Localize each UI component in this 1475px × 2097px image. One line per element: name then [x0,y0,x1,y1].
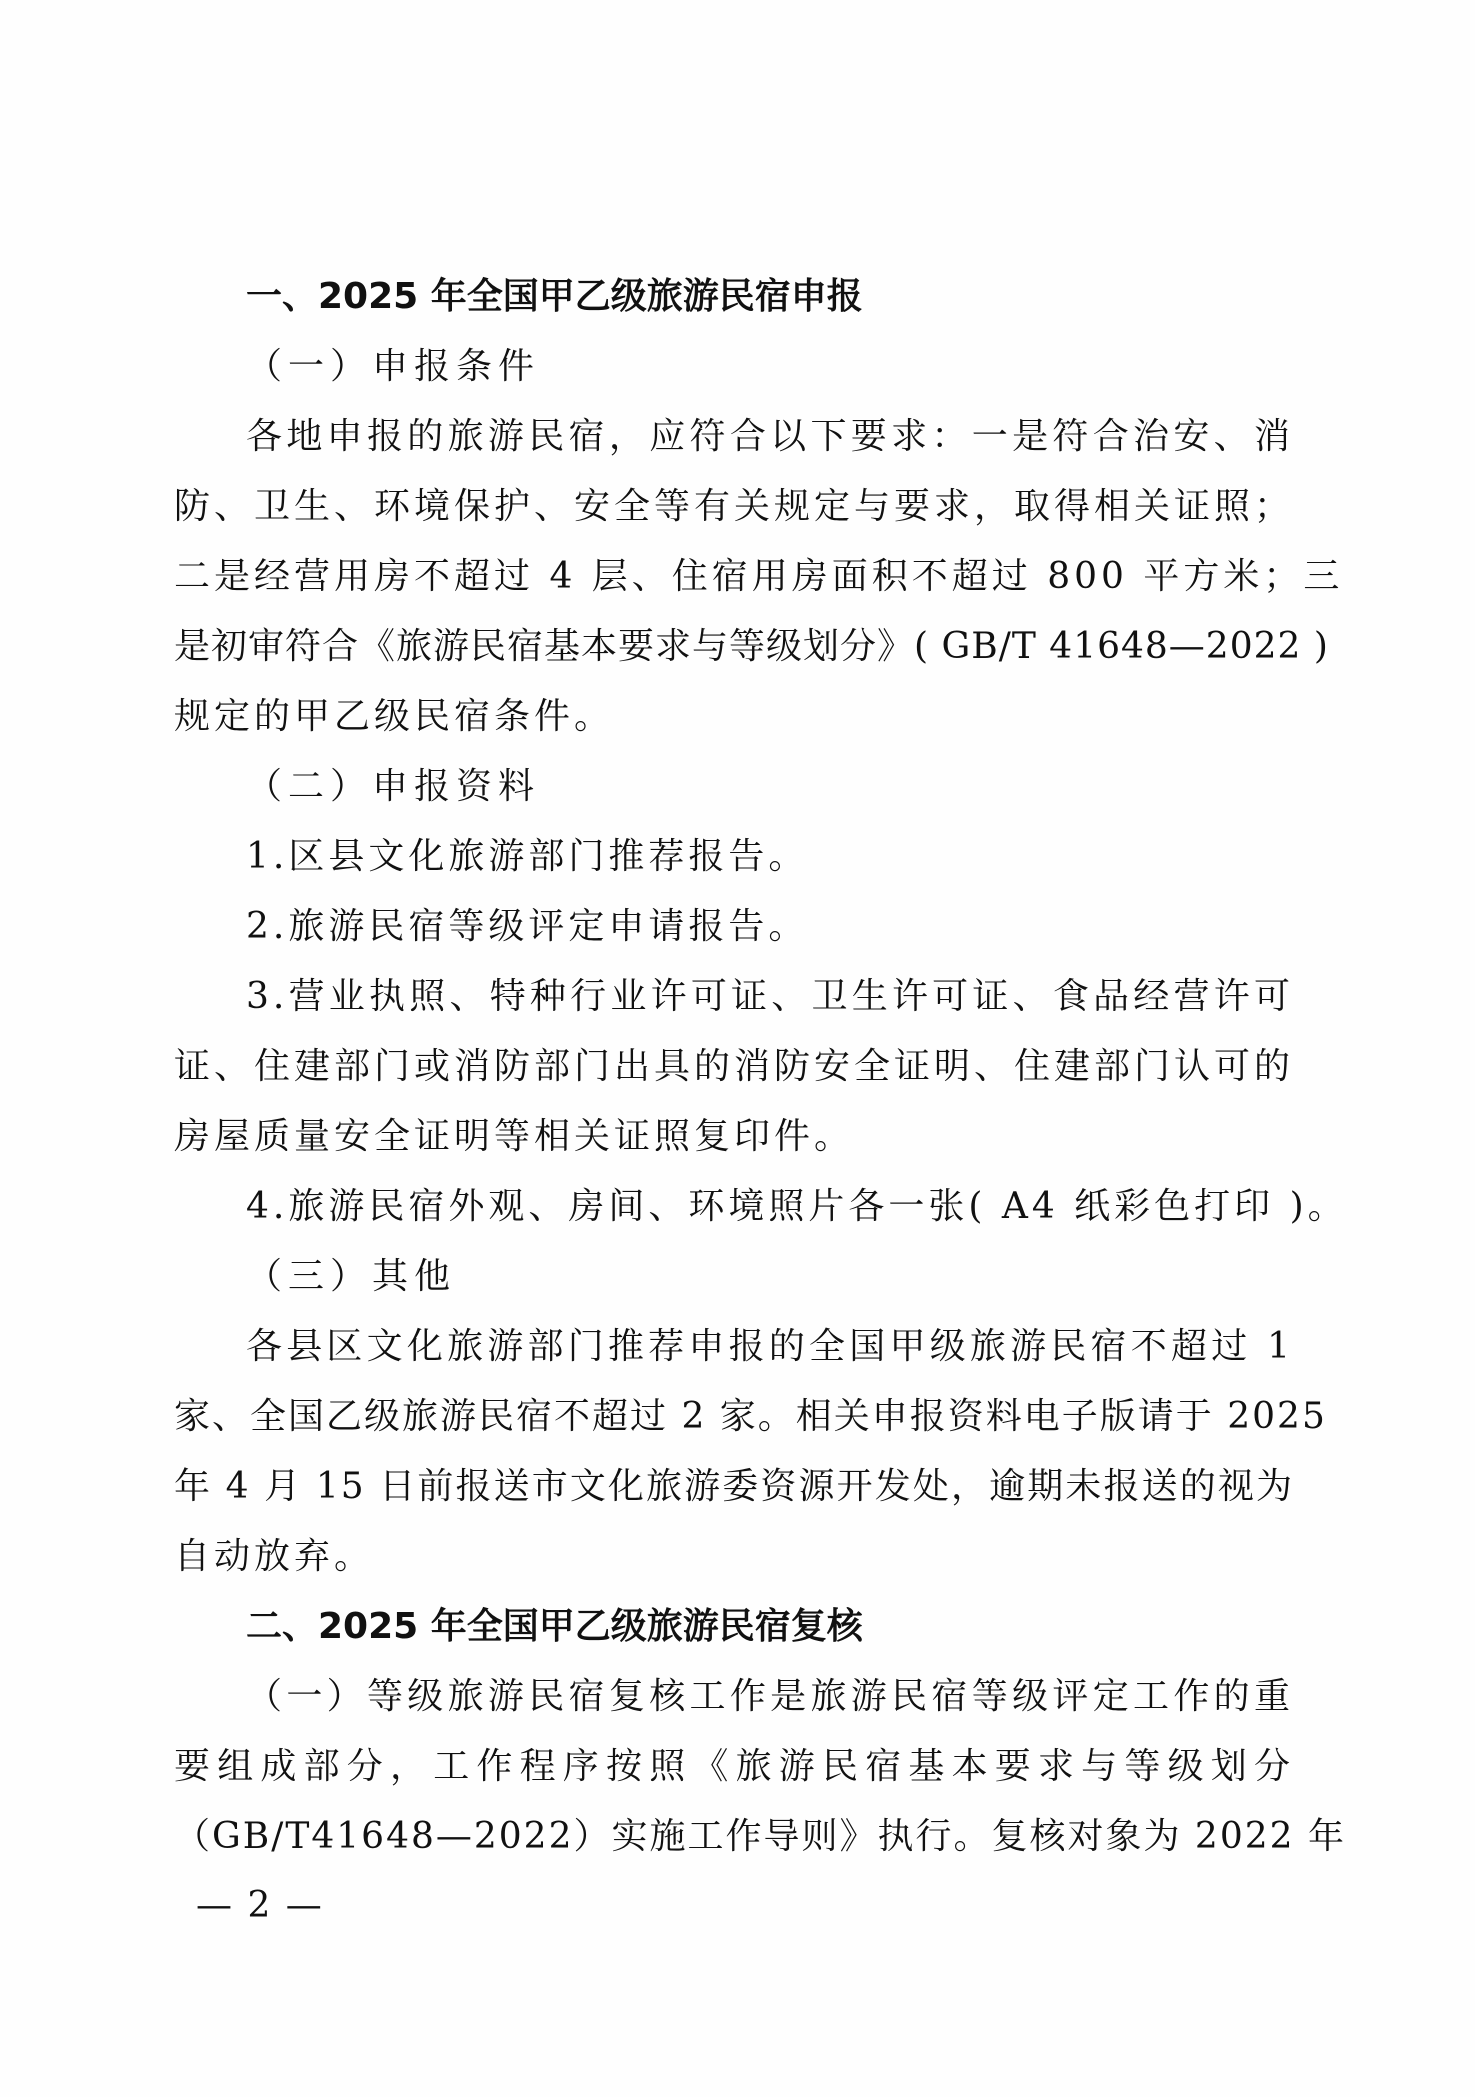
section-1-subheading-conditions: （一）申报条件 [246,346,541,387]
section-2-heading: 二、2025 年全国甲乙级旅游民宿复核 [246,1606,863,1647]
list-item: 1.区县文化旅游部门推荐报告。 [246,836,809,877]
list-item-continuation: 证、住建部门或消防部门出具的消防安全证明、住建部门认可的 [174,1046,1295,1087]
paragraph-line: 规定的甲乙级民宿条件。 [174,696,615,737]
review-paragraph [174,1662,1346,1872]
list-item: 4.旅游民宿外观、房间、环境照片各一张( A4 纸彩色打印 )。 [246,1186,1348,1227]
paragraph-line: 各地申报的旅游民宿，应符合以下要求：一是符合治安、消 [246,416,1294,457]
materials-list [174,822,1348,1242]
section-1-subheading-materials: （二）申报资料 [246,766,541,807]
paragraph-line: 二是经营用房不超过 4 层、住宿用房面积不超过 800 平方米；三 [174,556,1344,597]
paragraph-line: 各县区文化旅游部门推荐申报的全国甲级旅游民宿不超过 1 [246,1326,1294,1367]
paragraph-line: 家、全国乙级旅游民宿不超过 2 家。相关申报资料电子版请于 2025 [174,1396,1327,1437]
conditions-paragraph [174,402,1344,752]
paragraph-line: 要组成部分，工作程序按照《旅游民宿基本要求与等级划分 [174,1746,1294,1787]
paragraph-line: （GB/T41648—2022）实施工作导则》执行。复核对象为 2022 年 [174,1816,1346,1857]
other-paragraph [174,1312,1327,1592]
section-1-heading: 一、2025 年全国甲乙级旅游民宿申报 [246,276,863,317]
section-1-subheading-other: （三）其他 [246,1256,457,1297]
document-body [174,262,1348,1872]
page-number: — 2 — [196,1885,324,1926]
paragraph-line: 是初审符合《旅游民宿基本要求与等级划分》( GB/T 41648—2022 ) [174,626,1329,667]
list-item: 3.营业执照、特种行业许可证、卫生许可证、食品经营许可 [246,976,1294,1017]
list-item-continuation: 房屋质量安全证明等相关证照复印件。 [174,1116,855,1157]
paragraph-line: 防、卫生、环境保护、安全等有关规定与要求，取得相关证照； [174,486,1295,527]
paragraph-line: 年 4 月 15 日前报送市文化旅游委资源开发处，逾期未报送的视为 [174,1466,1294,1507]
list-item: 2.旅游民宿等级评定申请报告。 [246,906,809,947]
paragraph-line: 自动放弃。 [174,1536,375,1577]
paragraph-line: （一）等级旅游民宿复核工作是旅游民宿等级评定工作的重 [246,1676,1294,1717]
